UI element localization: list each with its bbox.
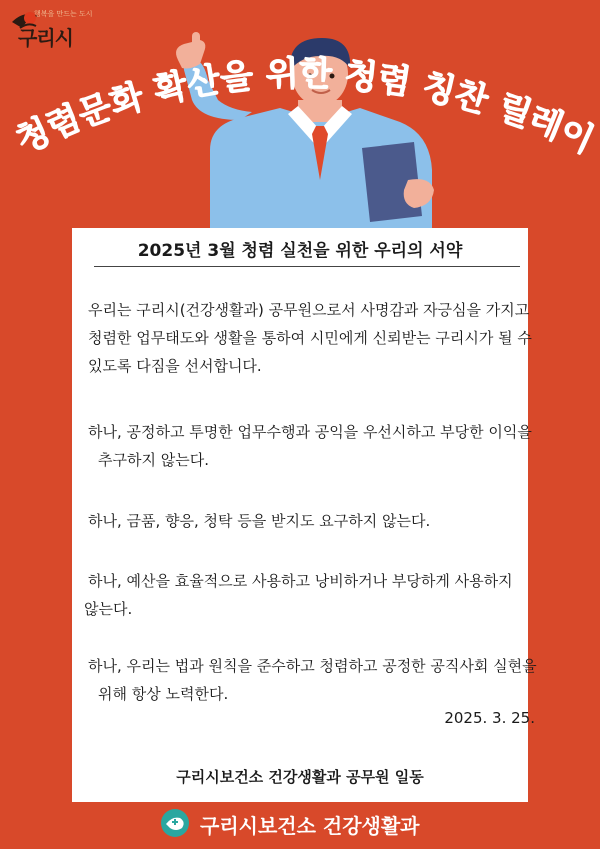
- pledge-date: 2025. 3. 25.: [444, 709, 535, 727]
- intro-paragraph: [88, 296, 573, 380]
- pledge-continuation: 추구하지 않는다.: [98, 451, 209, 469]
- logo-text: 구리시: [18, 26, 73, 50]
- pledge-item: [88, 507, 588, 535]
- pledge-text: 하나, 공정하고 투명한 업무수행과 공익을 우선시하고 부당한 이익을: [88, 423, 532, 441]
- document-title: 2025년 3월 청렴 실천을 위한 우리의 서약: [137, 241, 463, 261]
- footer-org-name: 구리시보건소 건강생활과: [200, 814, 420, 838]
- svg-text:청렴문화 확산을 위한 청렴 칭찬 릴레이: [10, 54, 600, 162]
- intro-line: 청렴한 업무태도와 생활을 통하여 시민에게 신뢰받는 구리시가 될 수: [88, 329, 532, 347]
- banner-title-text: 청렴문화 확산을 위한 청렴 칭찬 릴레이: [10, 53, 600, 162]
- banner-title: [0, 40, 600, 180]
- pledge-item: [88, 652, 588, 708]
- health-center-logo-icon: [160, 808, 190, 838]
- pledge-text: 하나, 예산을 효율적으로 사용하고 낭비하거나 부당하게 사용하지: [88, 572, 513, 590]
- title-underline: [94, 266, 520, 267]
- pledge-item: [84, 567, 588, 623]
- pledge-item: [88, 418, 588, 474]
- signatory: 구리시보건소 건강생활과 공무원 일동: [176, 768, 424, 786]
- pledge-continuation: 위해 항상 노력한다.: [98, 685, 229, 703]
- pledge-text: 하나, 우리는 법과 원칙을 준수하고 청렴하고 공정한 공직사회 실현을: [88, 657, 537, 675]
- pledge-text: 하나, 금품, 향응, 청탁 등을 받지도 요구하지 않는다.: [88, 512, 431, 530]
- pledge-continuation: 않는다.: [84, 600, 133, 618]
- intro-line: 있도록 다짐을 선서합니다.: [88, 357, 262, 375]
- logo-tagline: 행복을 만드는 도시: [34, 10, 93, 18]
- intro-line: 우리는 구리시(건강생활과) 공무원으로서 사명감과 자긍심을 가지고: [88, 301, 530, 319]
